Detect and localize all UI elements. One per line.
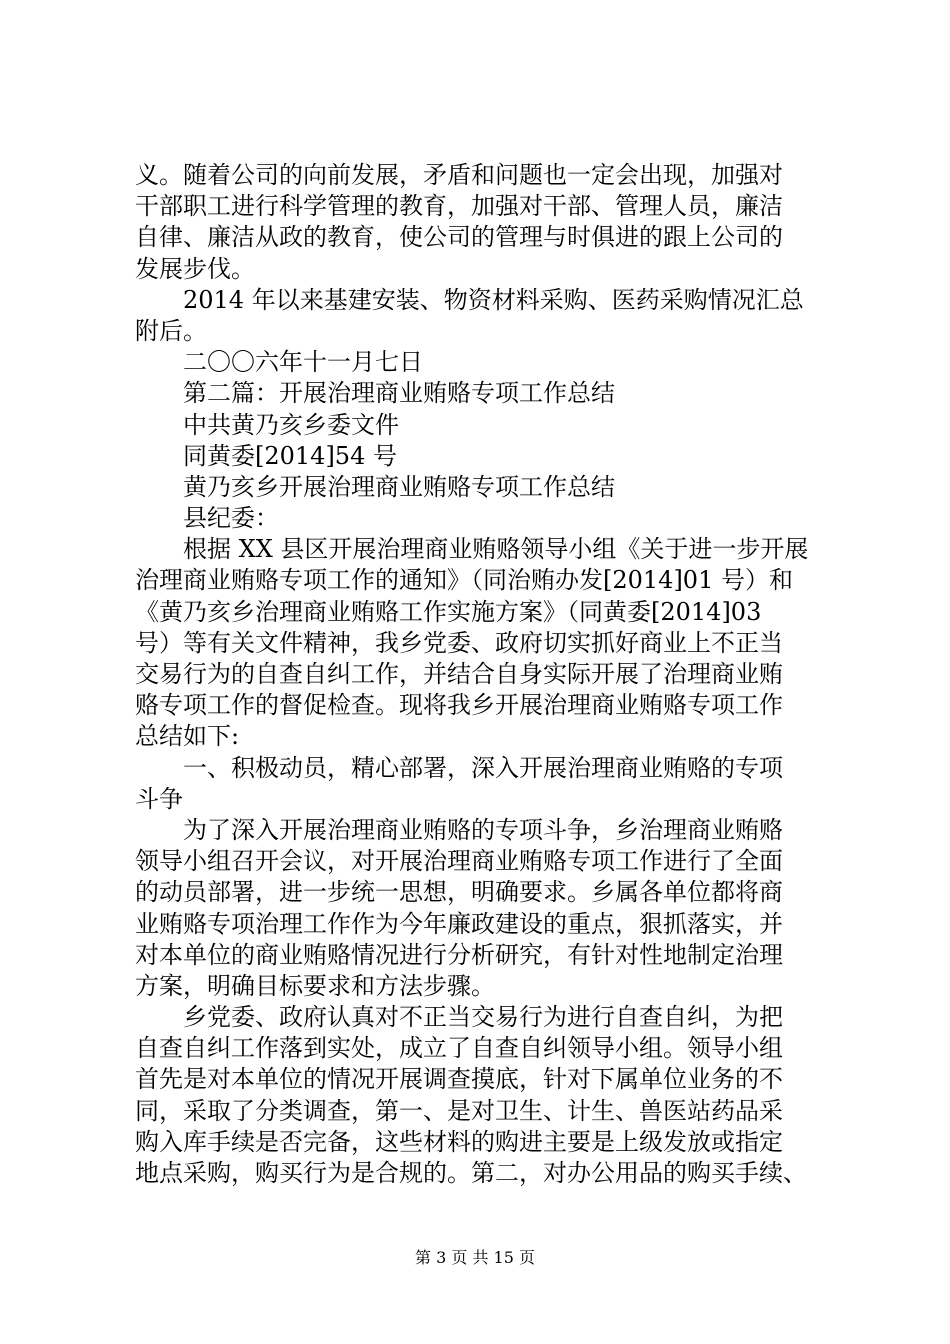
text-line: 中共黄乃亥乡委文件	[183, 410, 399, 439]
text-line: 根据 XX 县区开展治理商业贿赂领导小组《关于进一步开展	[183, 535, 809, 564]
text-line: 总结如下:	[135, 722, 240, 751]
text-line: 交易行为的自查自纠工作，并结合自身实际开展了治理商业贿	[135, 660, 783, 688]
text-line: 发展步伐。	[135, 254, 255, 283]
text-line: 方案，明确目标要求和方法步骤。	[135, 971, 495, 1000]
text-line: 业贿赂专项治理工作作为今年廉政建设的重点，狠抓落实，并	[135, 909, 783, 938]
text-line: 义。随着公司的向前发展，矛盾和问题也一定会出现，加强对	[135, 161, 783, 189]
text-line: 的动员部署，进一步统一思想，明确要求。乡属各单位都将商	[135, 878, 783, 907]
text-line: 黄乃亥乡开展治理商业贿赂专项工作总结	[183, 472, 615, 501]
text-line: 同黄委[2014]54 号	[183, 441, 397, 470]
text-line: 地点采购，购买行为是合规的。第二，对办公用品的购买手续、	[135, 1159, 807, 1187]
text-line: 《黄乃亥乡治理商业贿赂工作实施方案》（同黄委[2014]03	[135, 597, 762, 626]
text-line: 2014 年以来基建安装、物资材料采购、医药采购情况汇总	[183, 285, 804, 314]
text-line: 二〇〇六年十一月七日	[183, 348, 423, 377]
text-line: 号）等有关文件精神，我乡党委、政府切实抓好商业上不正当	[135, 628, 783, 657]
text-line: 为了深入开展治理商业贿赂的专项斗争，乡治理商业贿赂	[183, 815, 783, 844]
text-line: 首先是对本单位的情况开展调查摸底，针对下属单位业务的不	[135, 1065, 783, 1094]
text-line: 治理商业贿赂专项工作的通知》（同治贿办发[2014]01 号）和	[135, 566, 793, 595]
text-line: 县纪委：	[183, 504, 279, 533]
text-line: 赂专项工作的督促检查。现将我乡开展治理商业贿赂专项工作	[135, 691, 783, 720]
text-line: 领导小组召开会议，对开展治理商业贿赂专项工作进行了全面	[135, 847, 783, 876]
text-line: 附后。	[135, 316, 207, 345]
document-body	[135, 160, 835, 1189]
text-line: 同，采取了分类调查，第一、是对卫生、计生、兽医站药品采	[135, 1096, 783, 1125]
text-line: 第二篇：开展治理商业贿赂专项工作总结	[183, 379, 615, 408]
text-line: 乡党委、政府认真对不正当交易行为进行自查自纠，为把	[183, 1003, 783, 1032]
text-line: 对本单位的商业贿赂情况进行分析研究，有针对性地制定治理	[135, 940, 783, 969]
text-line: 斗争	[135, 784, 183, 813]
text-line: 自查自纠工作落到实处，成立了自查自纠领导小组。领导小组	[135, 1034, 783, 1063]
page-footer: 第 3 页 共 15 页	[415, 1248, 535, 1267]
text-line: 干部职工进行科学管理的教育，加强对干部、管理人员，廉洁	[135, 192, 783, 221]
text-line: 一、积极动员，精心部署，深入开展治理商业贿赂的专项	[183, 753, 783, 782]
text-line: 自律、廉洁从政的教育，使公司的管理与时俱进的跟上公司的	[135, 223, 783, 252]
text-line: 购入库手续是否完备，这些材料的购进主要是上级发放或指定	[135, 1127, 783, 1156]
